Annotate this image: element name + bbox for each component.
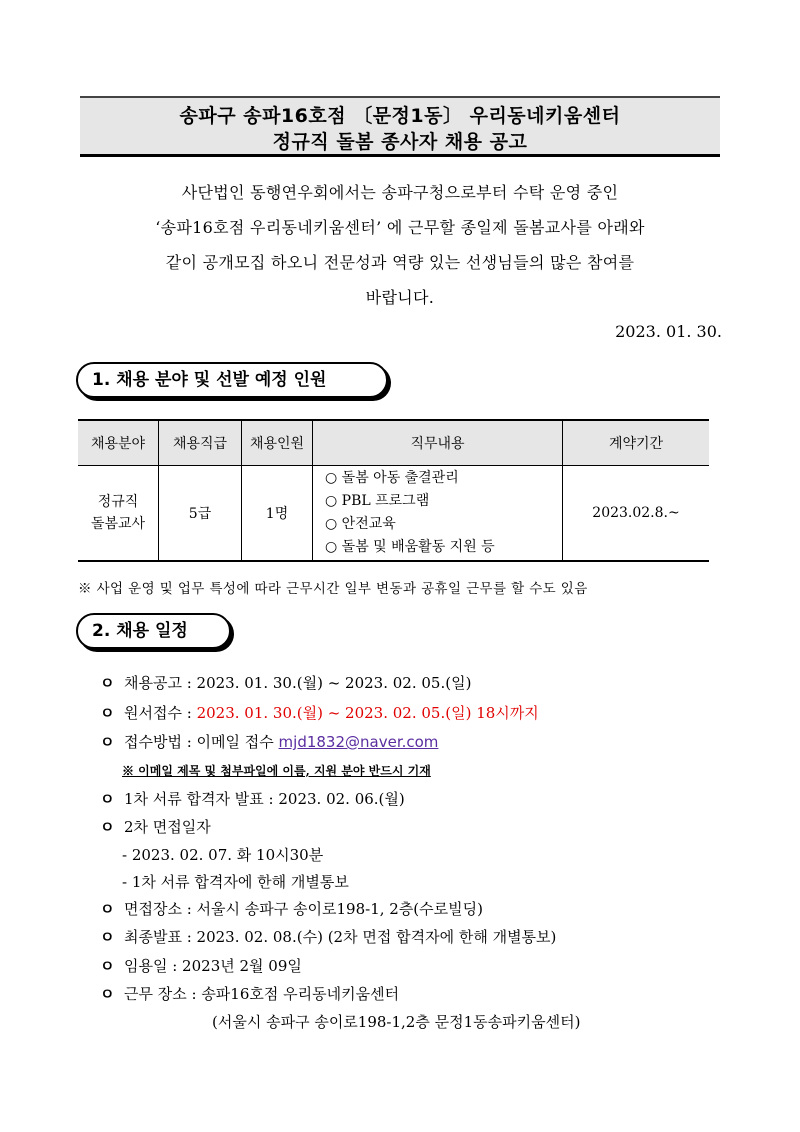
section-2-heading: 2. 채용 일정: [76, 613, 231, 649]
schedule-announce-text: 채용공고 : 2023. 01. 30.(월) ~ 2023. 02. 05.(일): [124, 674, 472, 692]
interview-date: - 2023. 02. 07. 화 10시30분: [122, 846, 324, 864]
intro-line-2: ‘송파16호점 우리동네키움센터’ 에 근무할 종일제 돌봄교사를 아래와: [155, 218, 645, 237]
schedule-hire-date-text: 임용일 : 2023년 2월 09일: [124, 957, 302, 975]
table-row: [78, 466, 709, 562]
schedule-apply-value: 2023. 01. 30.(월) ~ 2023. 02. 05.(일) 18시까지: [196, 704, 539, 722]
cell-count: 1명: [242, 466, 313, 562]
schedule-method: [100, 731, 438, 752]
interview-notice: - 1차 서류 합격자에 한해 개별통보: [122, 873, 349, 891]
bullet-icon: ㅇ: [100, 985, 115, 1003]
table-header-row: [78, 420, 709, 466]
schedule-method-label: 접수방법 : 이메일 접수: [124, 733, 279, 751]
schedule-first-result-text: 1차 서류 합격자 발표 : 2023. 02. 06.(월): [124, 790, 405, 808]
header-duties: 직무내용: [313, 420, 563, 466]
duty-item: ○ 돌봄 및 배움활동 지원 등: [325, 539, 495, 555]
bullet-icon: ㅇ: [100, 704, 115, 722]
cell-field: [78, 466, 159, 562]
title-line-2: 정규직 돌봄 종사자 채용 공고: [272, 131, 528, 153]
cell-grade: 5급: [159, 466, 242, 562]
schedule-announce: [100, 672, 471, 693]
title-box: [80, 96, 720, 157]
cell-period: 2023.02.8.~: [563, 466, 710, 562]
duty-item: ○ PBL 프로그램: [325, 493, 430, 509]
field-line-1: 정규직: [97, 494, 139, 510]
duty-item: ○ 안전교육: [325, 516, 396, 532]
header-count: 채용인원: [242, 420, 313, 466]
schedule-interview-text: 2차 면접일자: [124, 818, 211, 836]
intro-line-4: 바랍니다.: [365, 288, 435, 307]
email-note: ※ 이메일 제목 및 첨부파일에 이름, 지원 분야 반드시 기재: [122, 764, 431, 778]
schedule-workplace-text: 근무 장소 : 송파16호점 우리동네키움센터: [124, 985, 400, 1003]
bullet-icon: ㅇ: [100, 818, 115, 836]
header-field: 채용분야: [78, 420, 159, 466]
duty-item: ○ 돌봄 아동 출결관리: [325, 470, 459, 486]
schedule-workplace: [100, 983, 399, 1004]
bullet-icon: ㅇ: [100, 733, 115, 751]
schedule-apply: [100, 702, 539, 723]
email-link[interactable]: mjd1832@naver.com: [278, 733, 439, 751]
schedule-hire-date: [100, 955, 302, 976]
workplace-address: (서울시 송파구 송이로198-1,2층 문정1동송파키움센터): [212, 1013, 581, 1031]
intro-line-3: 같이 공개모집 하오니 전문성과 역량 있는 선생님들의 많은 참여를: [165, 253, 635, 272]
bullet-icon: ㅇ: [100, 900, 115, 918]
schedule-final: [100, 926, 556, 947]
schedule-interview-place: [100, 898, 483, 919]
schedule-interview: [100, 816, 211, 837]
intro-line-1: 사단법인 동행연우회에서는 송파구청으로부터 수탁 운영 중인: [181, 183, 619, 202]
field-line-2: 돌봄교사: [90, 516, 146, 532]
header-period: 계약기간: [563, 420, 710, 466]
title-line-1: 송파구 송파16호점 〔문정1동〕 우리동네키움센터: [179, 105, 621, 127]
table-note: ※ 사업 운영 및 업무 특성에 따라 근무시간 일부 변동과 공휴일 근무를 할 수도 있음: [78, 581, 588, 597]
section-1-heading: 1. 채용 분야 및 선발 예정 인원: [76, 362, 388, 398]
bullet-icon: ㅇ: [100, 674, 115, 692]
cell-duties: [313, 466, 563, 562]
schedule-apply-label: 원서접수 :: [124, 704, 197, 722]
bullet-icon: ㅇ: [100, 790, 115, 808]
schedule-first-result: [100, 788, 405, 809]
announcement-date: 2023. 01. 30.: [615, 322, 722, 341]
header-grade: 채용직급: [159, 420, 242, 466]
bullet-icon: ㅇ: [100, 928, 115, 946]
schedule-final-text: 최종발표 : 2023. 02. 08.(수) (2차 면접 합격자에 한해 개별통보): [124, 928, 557, 946]
schedule-interview-place-text: 면접장소 : 서울시 송파구 송이로198-1, 2층(수로빌딩): [124, 900, 483, 918]
bullet-icon: ㅇ: [100, 957, 115, 975]
recruitment-table: [78, 419, 709, 562]
